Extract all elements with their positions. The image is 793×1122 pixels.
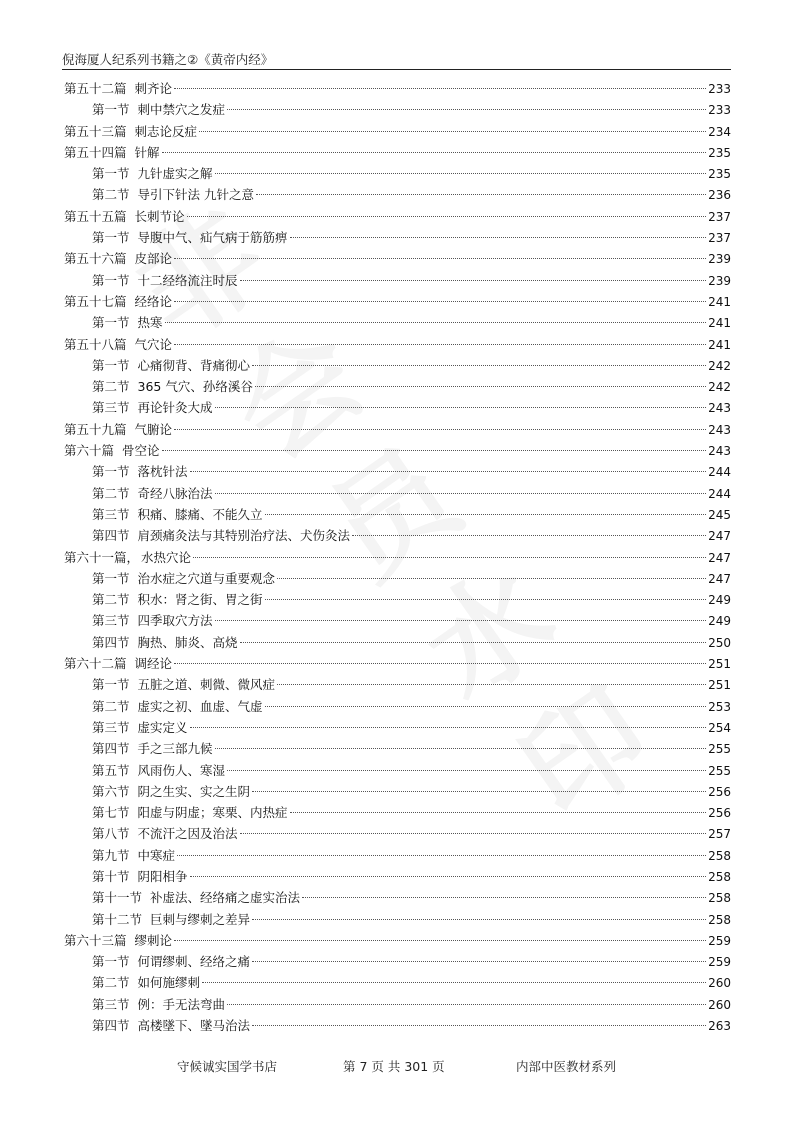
toc-entry-page: 237 bbox=[708, 231, 731, 246]
dot-leader bbox=[190, 727, 707, 728]
toc-entry-number: 第一节 bbox=[92, 315, 130, 331]
toc-entry-number: 第三节 bbox=[92, 613, 130, 629]
toc-entry-number: 第八节 bbox=[92, 826, 130, 842]
toc-entry-number: 第二节 bbox=[92, 592, 130, 608]
toc-entry-title: 胸热、肺炎、高烧 bbox=[137, 634, 238, 650]
toc-entry-page: 259 bbox=[708, 933, 731, 948]
toc-entry-page: 247 bbox=[708, 571, 731, 586]
dot-leader bbox=[190, 876, 707, 877]
toc-entry-number: 第五十九篇 bbox=[64, 421, 127, 437]
toc-entry-title: 阴之生实、实之生阴 bbox=[137, 783, 251, 799]
toc-entry-number: 第四节 bbox=[92, 741, 130, 757]
toc-entry-number: 第一节 bbox=[92, 166, 130, 182]
toc-entry-page: 244 bbox=[708, 465, 731, 480]
toc-entry-page: 234 bbox=[708, 124, 731, 139]
toc-entry-title: 虚实定义 bbox=[137, 719, 188, 735]
dot-leader bbox=[265, 514, 707, 515]
toc-entry-title: 虚实之初、血虚、气虚 bbox=[137, 698, 263, 714]
toc-entry-page: 244 bbox=[708, 486, 731, 501]
toc-entry-page: 243 bbox=[708, 422, 731, 437]
toc-entry-title: 再论针灸大成 bbox=[137, 400, 213, 416]
toc-entry-page: 233 bbox=[708, 103, 731, 118]
dot-leader bbox=[193, 557, 706, 558]
toc-entry-number: 第九节 bbox=[92, 847, 130, 863]
toc-section-entry[interactable] bbox=[64, 227, 731, 248]
dot-leader bbox=[190, 471, 707, 472]
toc-entry-page: 249 bbox=[708, 614, 731, 629]
dot-leader bbox=[227, 770, 706, 771]
dot-leader bbox=[177, 855, 706, 856]
toc-entry-title: 肩颈痛灸法与其特别治疗法、犬伤灸法 bbox=[137, 528, 351, 544]
dot-leader bbox=[174, 258, 706, 259]
toc-entry-page: 239 bbox=[708, 273, 731, 288]
header-divider bbox=[62, 69, 731, 70]
toc-entry-page: 245 bbox=[708, 507, 731, 522]
toc-entry-number: 第六十二篇 bbox=[64, 656, 127, 672]
dot-leader bbox=[215, 748, 707, 749]
page-header: 倪海厦人纪系列书籍之②《黄帝内经》 bbox=[62, 52, 274, 67]
toc-entry-page: 249 bbox=[708, 593, 731, 608]
toc-section-entry[interactable] bbox=[64, 610, 731, 631]
toc-entry-number: 第二节 bbox=[92, 187, 130, 203]
toc-entry-page: 243 bbox=[708, 444, 731, 459]
toc-entry-page: 247 bbox=[708, 550, 731, 565]
dot-leader bbox=[252, 1025, 706, 1026]
toc-entry-page: 241 bbox=[708, 337, 731, 352]
dot-leader bbox=[215, 620, 707, 621]
toc-chapter-entry[interactable] bbox=[64, 121, 731, 142]
toc-entry-title: 经络论 bbox=[134, 293, 173, 309]
toc-section-entry[interactable] bbox=[64, 887, 731, 908]
toc-section-entry[interactable] bbox=[64, 376, 731, 397]
dot-leader bbox=[187, 216, 707, 217]
dot-leader bbox=[265, 599, 707, 600]
toc-entry-number: 第十节 bbox=[92, 868, 130, 884]
toc-entry-page: 256 bbox=[708, 784, 731, 799]
dot-leader bbox=[174, 663, 706, 664]
dot-leader bbox=[215, 173, 707, 174]
toc-entry-title: 何谓缪刺、经络之痛 bbox=[137, 954, 251, 970]
toc-entry-number: 第一节 bbox=[92, 102, 130, 118]
toc-section-entry[interactable] bbox=[64, 397, 731, 418]
toc-entry-title: 气腑论 bbox=[134, 421, 173, 437]
dot-leader bbox=[174, 429, 706, 430]
toc-entry-number: 第五十三篇 bbox=[64, 123, 127, 139]
toc-section-entry[interactable] bbox=[64, 760, 731, 781]
dot-leader bbox=[165, 322, 707, 323]
toc-entry-title: 气穴论 bbox=[134, 336, 173, 352]
toc-entry-page: 255 bbox=[708, 763, 731, 778]
dot-leader bbox=[227, 1004, 706, 1005]
toc-section-entry[interactable] bbox=[64, 823, 731, 844]
toc-section-entry[interactable] bbox=[64, 525, 731, 546]
toc-entry-title: 治水症之穴道与重要观念 bbox=[137, 570, 276, 586]
toc-entry-number: 第五节 bbox=[92, 762, 130, 778]
toc-entry-page: 242 bbox=[708, 358, 731, 373]
toc-entry-page: 263 bbox=[708, 1019, 731, 1034]
toc-entry-title: 例：手无法弯曲 bbox=[137, 996, 226, 1012]
toc-chapter-entry[interactable] bbox=[64, 291, 731, 312]
dot-leader bbox=[302, 897, 706, 898]
toc-entry-page: 247 bbox=[708, 529, 731, 544]
toc-chapter-entry[interactable] bbox=[64, 440, 731, 461]
toc-entry-title: 刺中禁穴之发症 bbox=[137, 102, 226, 118]
dot-leader bbox=[256, 194, 706, 195]
dot-leader bbox=[162, 450, 707, 451]
toc-section-entry[interactable] bbox=[64, 738, 731, 759]
toc-section-entry[interactable] bbox=[64, 866, 731, 887]
toc-chapter-entry[interactable] bbox=[64, 78, 731, 99]
toc-entry-page: 241 bbox=[708, 316, 731, 331]
dot-leader bbox=[352, 535, 706, 536]
toc-section-entry[interactable] bbox=[64, 461, 731, 482]
toc-entry-title: 如何施缪刺 bbox=[137, 975, 201, 991]
toc-entry-number: 第六十篇 bbox=[64, 443, 115, 459]
toc-section-entry[interactable] bbox=[64, 270, 731, 291]
toc-entry-number: 第四节 bbox=[92, 1018, 130, 1034]
toc-section-entry[interactable] bbox=[64, 632, 731, 653]
toc-chapter-entry[interactable] bbox=[64, 334, 731, 355]
toc-entry-number: 第二节 bbox=[92, 698, 130, 714]
toc-entry-title: 十二经络流注时辰 bbox=[137, 272, 238, 288]
toc-entry-title: 九针虚实之解 bbox=[137, 166, 213, 182]
toc-entry-number: 第一节 bbox=[92, 954, 130, 970]
toc-chapter-entry[interactable] bbox=[64, 419, 731, 440]
dot-leader bbox=[252, 919, 706, 920]
toc-entry-page: 235 bbox=[708, 145, 731, 160]
toc-section-entry[interactable] bbox=[64, 99, 731, 120]
footer-series: 内部中医教材系列 bbox=[516, 1059, 617, 1074]
dot-leader bbox=[277, 684, 706, 685]
toc-entry-title: 五脏之道、刺微、微风症 bbox=[137, 677, 276, 693]
dot-leader bbox=[174, 88, 706, 89]
dot-leader bbox=[255, 386, 706, 387]
toc-entry-number: 第一节 bbox=[92, 272, 130, 288]
toc-section-entry[interactable] bbox=[64, 1015, 731, 1036]
toc-entry-number: 第三节 bbox=[92, 400, 130, 416]
toc-entry-page: 254 bbox=[708, 720, 731, 735]
toc-section-entry[interactable] bbox=[64, 909, 731, 930]
toc-entry-title: 阴阳相争 bbox=[137, 868, 188, 884]
toc-entry-title: 阳虚与阴虚；寒栗、内热症 bbox=[137, 805, 288, 821]
toc-entry-number: 第五十八篇 bbox=[64, 336, 127, 352]
toc-section-entry[interactable] bbox=[64, 589, 731, 610]
toc-entry-title: 心痛彻背、背痛彻心 bbox=[137, 357, 251, 373]
dot-leader bbox=[162, 152, 707, 153]
toc-entry-title: 365 气穴、孙络溪谷 bbox=[137, 379, 253, 395]
dot-leader bbox=[174, 344, 706, 345]
toc-entry-number: 第五十五篇 bbox=[64, 208, 127, 224]
toc-entry-number: 第六十三篇 bbox=[64, 932, 127, 948]
footer-bookstore: 守候诚实国学书店 bbox=[177, 1059, 278, 1074]
toc-entry-title: 补虚法、经络痛之虚实治法 bbox=[150, 890, 301, 906]
toc-entry-page: 241 bbox=[708, 294, 731, 309]
dot-leader bbox=[252, 791, 706, 792]
toc-entry-title: 高楼墜下、墜马治法 bbox=[137, 1018, 251, 1034]
toc-entry-page: 253 bbox=[708, 699, 731, 714]
toc-entry-page: 237 bbox=[708, 209, 731, 224]
toc-entry-title: 导引下针法 九针之意 bbox=[137, 187, 254, 203]
toc-entry-number: 第二节 bbox=[92, 379, 130, 395]
toc-entry-page: 256 bbox=[708, 806, 731, 821]
toc-entry-page: 257 bbox=[708, 827, 731, 842]
toc-entry-number: 第五十六篇 bbox=[64, 251, 127, 267]
toc-entry-number: 第二节 bbox=[92, 485, 130, 501]
toc-entry-page: 251 bbox=[708, 657, 731, 672]
toc-entry-number: 第一节 bbox=[92, 357, 130, 373]
toc-section-entry[interactable] bbox=[64, 483, 731, 504]
toc-section-entry[interactable] bbox=[64, 972, 731, 993]
toc-entry-page: 242 bbox=[708, 380, 731, 395]
toc-chapter-entry[interactable] bbox=[64, 653, 731, 674]
toc-chapter-entry[interactable] bbox=[64, 206, 731, 227]
toc-section-entry[interactable] bbox=[64, 781, 731, 802]
toc-entry-title: 四季取穴方法 bbox=[137, 613, 213, 629]
toc-entry-number: 第六节 bbox=[92, 783, 130, 799]
dot-leader bbox=[227, 109, 706, 110]
toc-entry-number: 第一节 bbox=[92, 677, 130, 693]
toc-entry-title: 积水：肾之街、胃之街 bbox=[137, 592, 263, 608]
toc-entry-page: 250 bbox=[708, 635, 731, 650]
toc-entry-page: 260 bbox=[708, 976, 731, 991]
toc-section-entry[interactable] bbox=[64, 802, 731, 823]
toc-entry-title: 刺齐论 bbox=[134, 81, 173, 96]
toc-entry-title: 刺志论反症 bbox=[134, 123, 198, 139]
toc-entry-number: 第十二节 bbox=[92, 911, 143, 927]
toc-entry-page: 243 bbox=[708, 401, 731, 416]
dot-leader bbox=[265, 706, 707, 707]
toc-entry-title: 风雨伤人、寒湿 bbox=[137, 762, 226, 778]
table-of-contents bbox=[64, 78, 731, 1036]
toc-section-entry[interactable] bbox=[64, 994, 731, 1015]
toc-entry-number: 第四节 bbox=[92, 528, 130, 544]
toc-entry-number: 第二节 bbox=[92, 975, 130, 991]
toc-entry-number: 第五十七篇 bbox=[64, 293, 127, 309]
footer-page-number: 第 7 页 共 301 页 bbox=[343, 1059, 445, 1074]
toc-entry-title: 落枕针法 bbox=[137, 464, 188, 480]
toc-section-entry[interactable] bbox=[64, 355, 731, 376]
toc-chapter-entry[interactable] bbox=[64, 142, 731, 163]
toc-entry-title: 长刺节论 bbox=[134, 208, 185, 224]
toc-entry-title: 导腹中气、疝气病于筋筋痹 bbox=[137, 230, 288, 246]
toc-chapter-entry[interactable] bbox=[64, 547, 731, 568]
toc-entry-number: 第四节 bbox=[92, 634, 130, 650]
toc-section-entry[interactable] bbox=[64, 717, 731, 738]
toc-section-entry[interactable] bbox=[64, 568, 731, 589]
dot-leader bbox=[215, 493, 707, 494]
toc-entry-page: 235 bbox=[708, 167, 731, 182]
dot-leader bbox=[252, 961, 706, 962]
dot-leader bbox=[174, 940, 706, 941]
toc-entry-page: 260 bbox=[708, 997, 731, 1012]
toc-entry-number: 第三节 bbox=[92, 506, 130, 522]
toc-entry-title: 热寒 bbox=[137, 315, 163, 331]
dot-leader bbox=[202, 982, 706, 983]
toc-section-entry[interactable] bbox=[64, 184, 731, 205]
dot-leader bbox=[240, 642, 707, 643]
toc-entry-title: 奇经八脉治法 bbox=[137, 485, 213, 501]
dot-leader bbox=[240, 280, 707, 281]
toc-section-entry[interactable] bbox=[64, 674, 731, 695]
dot-leader bbox=[215, 407, 707, 408]
toc-entry-number: 第五十二篇 bbox=[64, 81, 127, 96]
toc-entry-title: 不流汗之因及治法 bbox=[137, 826, 238, 842]
toc-entry-title: 手之三部九候 bbox=[137, 741, 213, 757]
dot-leader bbox=[240, 833, 707, 834]
toc-section-entry[interactable] bbox=[64, 951, 731, 972]
toc-entry-title: 中寒症 bbox=[137, 847, 176, 863]
toc-entry-title: 针解 bbox=[134, 144, 160, 160]
toc-entry-page: 255 bbox=[708, 742, 731, 757]
toc-section-entry[interactable] bbox=[64, 845, 731, 866]
toc-entry-number: 第一节 bbox=[92, 464, 130, 480]
toc-entry-number: 第一节 bbox=[92, 570, 130, 586]
toc-entry-title: 巨刺与缪刺之差异 bbox=[150, 911, 251, 927]
toc-entry-number: 第六十一篇， bbox=[64, 549, 140, 565]
toc-entry-page: 239 bbox=[708, 252, 731, 267]
toc-entry-page: 251 bbox=[708, 678, 731, 693]
dot-leader bbox=[277, 578, 706, 579]
toc-entry-page: 258 bbox=[708, 848, 731, 863]
toc-entry-page: 233 bbox=[708, 82, 731, 96]
toc-entry-title: 骨空论 bbox=[122, 443, 160, 459]
toc-entry-number: 第七节 bbox=[92, 805, 130, 821]
toc-section-entry[interactable] bbox=[64, 312, 731, 333]
dot-leader bbox=[199, 131, 706, 132]
dot-leader bbox=[252, 365, 706, 366]
toc-entry-number: 第三节 bbox=[92, 719, 130, 735]
toc-entry-number: 第一节 bbox=[92, 230, 130, 246]
toc-section-entry[interactable] bbox=[64, 696, 731, 717]
toc-entry-page: 259 bbox=[708, 955, 731, 970]
dot-leader bbox=[290, 812, 707, 813]
toc-entry-page: 258 bbox=[708, 891, 731, 906]
toc-chapter-entry[interactable] bbox=[64, 930, 731, 951]
toc-entry-number: 第五十四篇 bbox=[64, 144, 127, 160]
dot-leader bbox=[290, 237, 707, 238]
dot-leader bbox=[174, 301, 706, 302]
toc-section-entry[interactable] bbox=[64, 163, 731, 184]
toc-entry-title: 水热穴论 bbox=[141, 549, 192, 565]
toc-entry-number: 第十一节 bbox=[92, 890, 143, 906]
toc-entry-page: 236 bbox=[708, 188, 731, 203]
toc-entry-title: 调经论 bbox=[134, 656, 173, 672]
toc-entry-page: 258 bbox=[708, 869, 731, 884]
toc-entry-number: 第三节 bbox=[92, 996, 130, 1012]
toc-entry-title: 积痛、膝痛、不能久立 bbox=[137, 506, 263, 522]
toc-entry-page: 258 bbox=[708, 912, 731, 927]
toc-entry-title: 皮部论 bbox=[134, 251, 173, 267]
toc-entry-title: 缪刺论 bbox=[134, 932, 173, 948]
toc-section-entry[interactable] bbox=[64, 504, 731, 525]
toc-chapter-entry[interactable] bbox=[64, 248, 731, 269]
